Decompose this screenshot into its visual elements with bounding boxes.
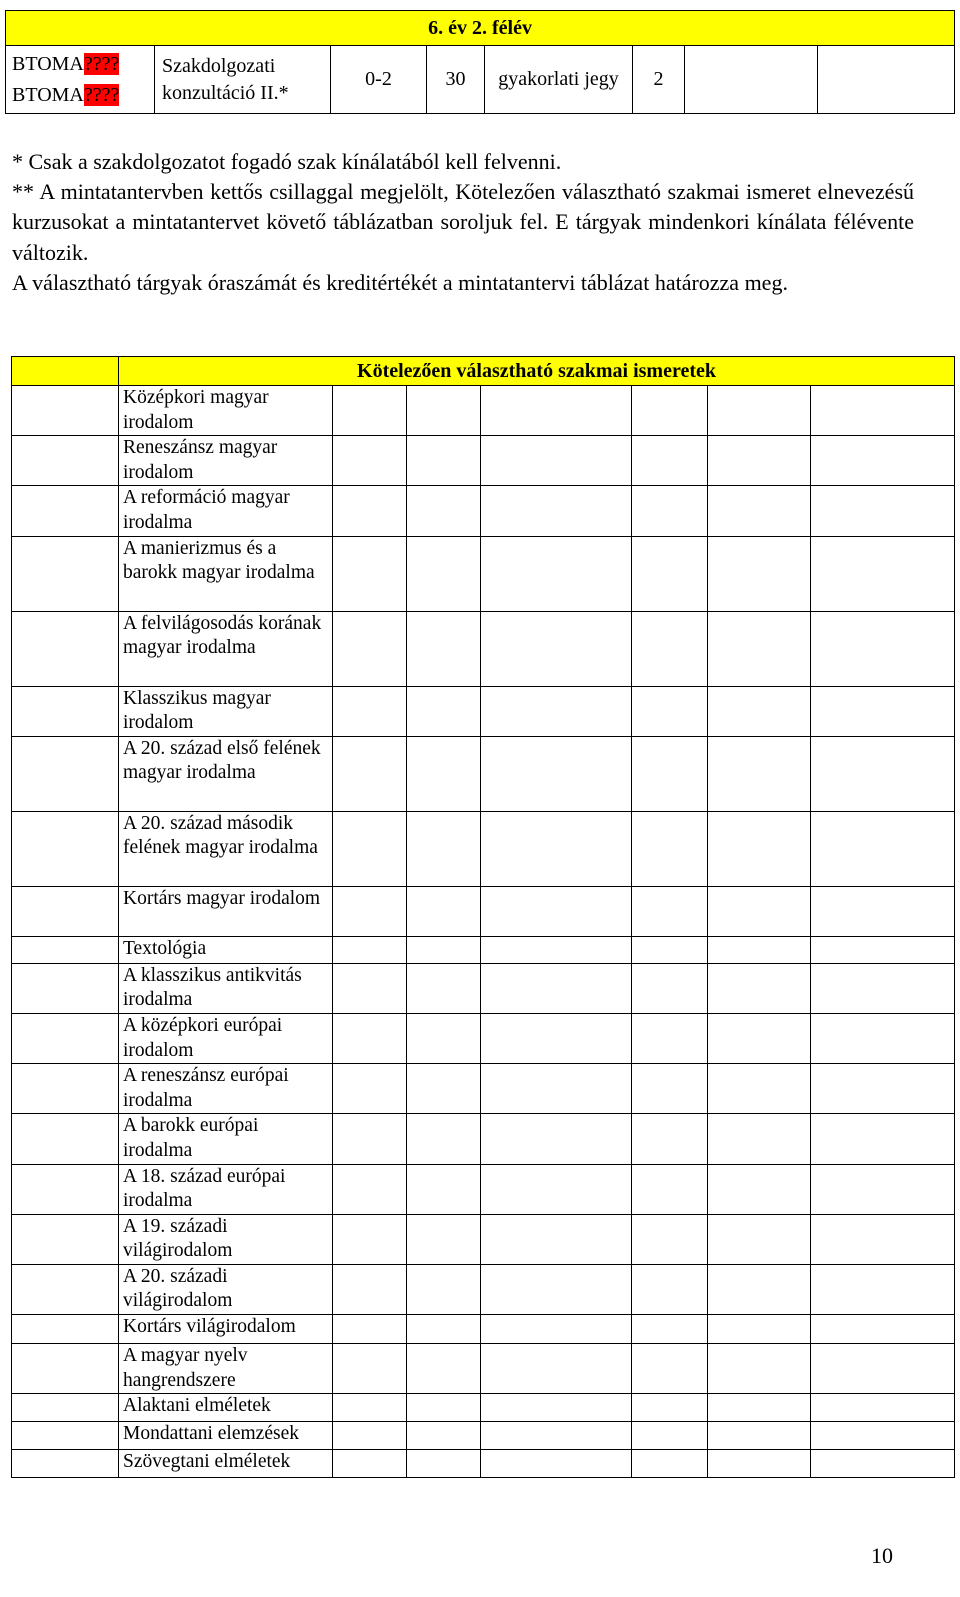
empty-cell: [407, 1214, 481, 1264]
elective-course-name: Kortárs világirodalom: [119, 1315, 333, 1344]
empty-cell: [407, 1264, 481, 1314]
footnote-credits: A választható tárgyak óraszámát és kreditértékét a mintatantervi táblázat határozza meg.: [12, 269, 788, 295]
empty-cell: [708, 1164, 811, 1214]
elective-course-name: A 19. századi világirodalom: [119, 1214, 333, 1264]
course-row: [12, 1264, 955, 1314]
empty-cell: [12, 686, 119, 736]
course-row: [12, 1344, 955, 1394]
course-row: [12, 1064, 955, 1114]
empty-cell: [333, 1264, 407, 1314]
empty-cell: [632, 686, 708, 736]
elective-course-name: A reformáció magyar irodalma: [119, 486, 333, 536]
empty-cell: [811, 1164, 955, 1214]
empty-cell: [407, 1422, 481, 1450]
empty-cell: [708, 1013, 811, 1063]
empty-cell: [632, 386, 708, 436]
empty-cell: [12, 811, 119, 886]
course-code-cell: [6, 46, 155, 114]
empty-cell: [685, 46, 818, 114]
empty-cell: [333, 1164, 407, 1214]
empty-cell: [12, 1315, 119, 1344]
empty-cell: [12, 963, 119, 1013]
course-name: Szakdolgozati konzultáció II.*: [155, 46, 331, 114]
empty-cell: [333, 686, 407, 736]
empty-cell: [632, 811, 708, 886]
empty-cell: [632, 1114, 708, 1164]
empty-cell: [708, 1064, 811, 1114]
empty-cell: [12, 1064, 119, 1114]
empty-cell: [708, 686, 811, 736]
course-row: [12, 536, 955, 611]
empty-cell: [708, 736, 811, 811]
empty-cell: [407, 736, 481, 811]
course-row: [12, 486, 955, 536]
empty-cell: [333, 936, 407, 963]
empty-cell: [708, 1214, 811, 1264]
empty-cell: [407, 486, 481, 536]
empty-cell: [708, 936, 811, 963]
empty-cell: [708, 1344, 811, 1394]
empty-cell: [632, 963, 708, 1013]
elective-course-name: A 20. századi világirodalom: [119, 1264, 333, 1314]
empty-cell: [481, 536, 632, 611]
course-row: [12, 963, 955, 1013]
course-hours: 0-2: [331, 46, 427, 114]
empty-cell: [632, 1422, 708, 1450]
course-row: [12, 936, 955, 963]
empty-cell: [407, 811, 481, 886]
empty-cell: [481, 1422, 632, 1450]
empty-cell: [407, 536, 481, 611]
empty-cell: [632, 1394, 708, 1422]
empty-cell: [12, 611, 119, 686]
empty-cell: [12, 486, 119, 536]
empty-cell: [407, 1450, 481, 1478]
empty-cell: [708, 1422, 811, 1450]
empty-cell: [407, 386, 481, 436]
course-row: [12, 1164, 955, 1214]
elective-course-name: A 20. század második felének magyar irodalma: [119, 811, 333, 886]
empty-cell: [708, 963, 811, 1013]
elective-course-name: Középkori magyar irodalom: [119, 386, 333, 436]
empty-cell: [708, 536, 811, 611]
empty-cell: [481, 486, 632, 536]
empty-cell: [811, 1315, 955, 1344]
empty-cell: [407, 1315, 481, 1344]
empty-cell: [811, 1013, 955, 1063]
empty-cell: [708, 886, 811, 936]
empty-cell: [407, 436, 481, 486]
empty-cell: [632, 1013, 708, 1063]
course-row: [12, 1422, 955, 1450]
empty-cell: [708, 1450, 811, 1478]
elective-course-name: A manierizmus és a barokk magyar irodalma: [119, 536, 333, 611]
course-row: [12, 1315, 955, 1344]
empty-cell: [632, 1315, 708, 1344]
empty-cell: [12, 1422, 119, 1450]
empty-cell: [818, 46, 955, 114]
elective-course-name: Kortárs magyar irodalom: [119, 886, 333, 936]
empty-cell: [811, 536, 955, 611]
empty-cell: [811, 1422, 955, 1450]
empty-cell: [708, 436, 811, 486]
empty-cell: [12, 386, 119, 436]
empty-cell: [333, 1422, 407, 1450]
course-row: [12, 1114, 955, 1164]
empty-cell: [481, 1214, 632, 1264]
empty-cell: [12, 1344, 119, 1394]
empty-cell: [481, 611, 632, 686]
elective-course-name: Textológia: [119, 936, 333, 963]
elective-course-name: A 18. század európai irodalma: [119, 1164, 333, 1214]
empty-cell: [708, 1114, 811, 1164]
empty-cell: [12, 736, 119, 811]
empty-cell: [333, 1013, 407, 1063]
empty-cell: [481, 736, 632, 811]
elective-course-name: A magyar nyelv hangrendszere: [119, 1344, 333, 1394]
empty-cell: [12, 1114, 119, 1164]
empty-cell: [481, 963, 632, 1013]
course-row: [12, 736, 955, 811]
empty-cell: [333, 963, 407, 1013]
course-code: BTOMA: [12, 52, 84, 75]
empty-cell: [481, 386, 632, 436]
empty-cell: [12, 357, 119, 386]
empty-cell: [333, 386, 407, 436]
course-row: [12, 1394, 955, 1422]
semester-table: [5, 10, 955, 114]
elective-course-name: Alaktani elméletek: [119, 1394, 333, 1422]
empty-cell: [12, 886, 119, 936]
empty-cell: [333, 486, 407, 536]
course-row: [12, 1013, 955, 1063]
empty-cell: [632, 736, 708, 811]
missing-code-marker: ????: [83, 83, 120, 106]
empty-cell: [407, 1013, 481, 1063]
elective-header: Kötelezően választható szakmai ismeretek: [119, 357, 955, 386]
course-code: BTOMA: [12, 83, 84, 106]
empty-cell: [481, 436, 632, 486]
empty-cell: [407, 963, 481, 1013]
empty-cell: [12, 1450, 119, 1478]
empty-cell: [632, 486, 708, 536]
empty-cell: [407, 1064, 481, 1114]
empty-cell: [481, 686, 632, 736]
course-row: [12, 1214, 955, 1264]
empty-cell: [811, 686, 955, 736]
empty-cell: [333, 1344, 407, 1394]
empty-cell: [481, 886, 632, 936]
empty-cell: [811, 936, 955, 963]
empty-cell: [708, 611, 811, 686]
empty-cell: [481, 811, 632, 886]
empty-cell: [708, 811, 811, 886]
empty-cell: [811, 1064, 955, 1114]
elective-course-name: Klasszikus magyar irodalom: [119, 686, 333, 736]
empty-cell: [632, 1264, 708, 1314]
empty-cell: [811, 1450, 955, 1478]
empty-cell: [407, 1114, 481, 1164]
empty-cell: [708, 1264, 811, 1314]
empty-cell: [811, 386, 955, 436]
empty-cell: [811, 1344, 955, 1394]
course-row: [12, 686, 955, 736]
empty-cell: [333, 886, 407, 936]
empty-cell: [708, 486, 811, 536]
empty-cell: [333, 611, 407, 686]
empty-cell: [632, 1164, 708, 1214]
course-row: [12, 811, 955, 886]
empty-cell: [333, 536, 407, 611]
course-row: [12, 611, 955, 686]
empty-cell: [481, 1344, 632, 1394]
empty-cell: [12, 1264, 119, 1314]
empty-cell: [407, 611, 481, 686]
empty-cell: [632, 536, 708, 611]
empty-cell: [481, 1164, 632, 1214]
page-number: 10: [871, 1543, 893, 1568]
empty-cell: [333, 1064, 407, 1114]
empty-cell: [811, 1214, 955, 1264]
empty-cell: [632, 611, 708, 686]
course-row: [12, 1450, 955, 1478]
empty-cell: [632, 1214, 708, 1264]
empty-cell: [333, 436, 407, 486]
empty-cell: [481, 1394, 632, 1422]
empty-cell: [481, 1114, 632, 1164]
empty-cell: [632, 886, 708, 936]
empty-cell: [407, 936, 481, 963]
empty-cell: [12, 436, 119, 486]
empty-cell: [811, 436, 955, 486]
empty-cell: [708, 1394, 811, 1422]
empty-cell: [407, 686, 481, 736]
empty-cell: [481, 1450, 632, 1478]
empty-cell: [708, 386, 811, 436]
elective-course-name: A klasszikus antikvitás irodalma: [119, 963, 333, 1013]
empty-cell: [333, 1114, 407, 1164]
elective-course-name: Reneszánsz magyar irodalom: [119, 436, 333, 486]
course-grade-type: gyakorlati jegy: [485, 46, 633, 114]
empty-cell: [333, 1394, 407, 1422]
empty-cell: [632, 936, 708, 963]
empty-cell: [481, 1264, 632, 1314]
missing-code-marker: ????: [83, 52, 120, 75]
elective-course-name: A 20. század első felének magyar irodalma: [119, 736, 333, 811]
empty-cell: [811, 886, 955, 936]
empty-cell: [481, 1013, 632, 1063]
empty-cell: [632, 1064, 708, 1114]
course-lecture-count: 30: [427, 46, 485, 114]
empty-cell: [407, 1164, 481, 1214]
elective-course-name: A barokk európai irodalma: [119, 1114, 333, 1164]
empty-cell: [811, 736, 955, 811]
footnote-single-star: * Csak a szakdolgozatot fogadó szak kínálatából kell felvenni.: [12, 149, 562, 174]
empty-cell: [811, 611, 955, 686]
empty-cell: [407, 1344, 481, 1394]
empty-cell: [632, 436, 708, 486]
course-credits: 2: [633, 46, 685, 114]
elective-courses-table: [11, 356, 955, 1478]
empty-cell: [12, 936, 119, 963]
empty-cell: [12, 1164, 119, 1214]
empty-cell: [708, 1315, 811, 1344]
empty-cell: [333, 1214, 407, 1264]
empty-cell: [12, 1394, 119, 1422]
empty-cell: [632, 1344, 708, 1394]
empty-cell: [333, 736, 407, 811]
empty-cell: [811, 1264, 955, 1314]
empty-cell: [811, 963, 955, 1013]
empty-cell: [481, 936, 632, 963]
footnote-double-star: ** A mintatantervben kettős csillaggal megjelölt, Kötelezően választható szakmai ismeret elnevezésű kurzusokat a mintatantervet követő táblázatban soroljuk fel. E tárgyak mindenkori kínálata félévente változik.: [12, 179, 914, 265]
empty-cell: [481, 1064, 632, 1114]
elective-course-name: A felvilágosodás korának magyar irodalma: [119, 611, 333, 686]
empty-cell: [12, 1214, 119, 1264]
elective-course-name: Szövegtani elméletek: [119, 1450, 333, 1478]
elective-course-name: Mondattani elemzések: [119, 1422, 333, 1450]
footnotes: [12, 147, 914, 298]
empty-cell: [407, 886, 481, 936]
empty-cell: [333, 1315, 407, 1344]
empty-cell: [481, 1315, 632, 1344]
empty-cell: [333, 811, 407, 886]
elective-course-name: A középkori európai irodalom: [119, 1013, 333, 1063]
empty-cell: [811, 1394, 955, 1422]
course-row: [12, 436, 955, 486]
empty-cell: [811, 486, 955, 536]
empty-cell: [12, 1013, 119, 1063]
empty-cell: [811, 811, 955, 886]
empty-cell: [632, 1450, 708, 1478]
course-row: [12, 386, 955, 436]
empty-cell: [333, 1450, 407, 1478]
empty-cell: [12, 536, 119, 611]
semester-header: 6. év 2. félév: [6, 11, 955, 46]
empty-cell: [407, 1394, 481, 1422]
empty-cell: [811, 1114, 955, 1164]
elective-course-name: A reneszánsz európai irodalma: [119, 1064, 333, 1114]
course-row: [12, 886, 955, 936]
